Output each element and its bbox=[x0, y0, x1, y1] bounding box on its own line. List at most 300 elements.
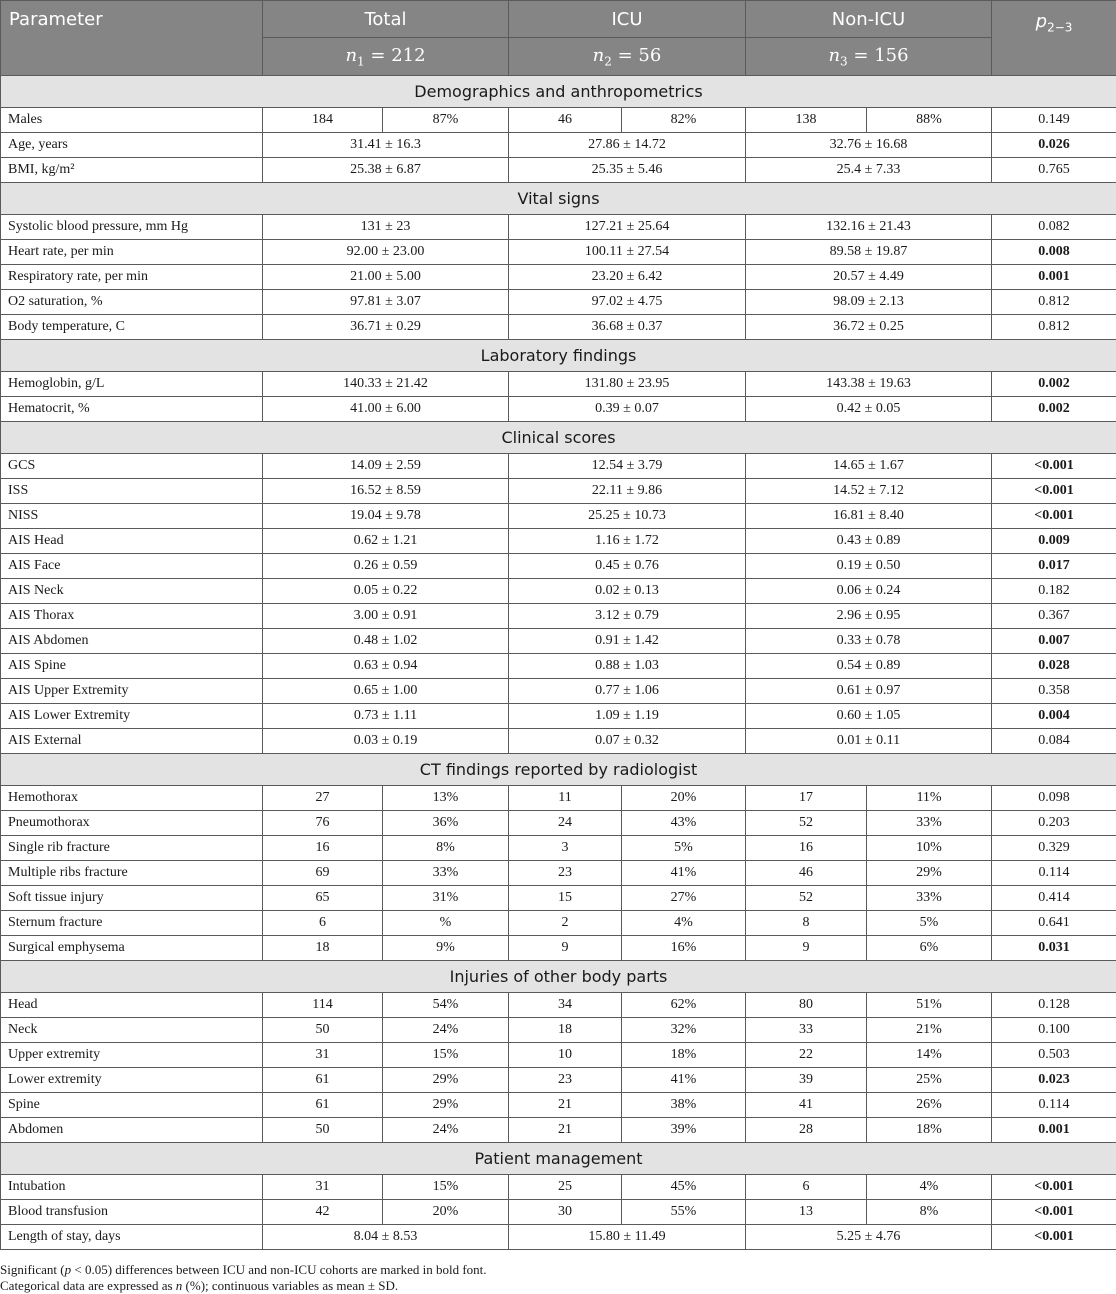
p-value-cell: <0.001 bbox=[992, 454, 1116, 479]
data-cell: 38% bbox=[622, 1093, 746, 1118]
data-cell: 28 bbox=[746, 1118, 867, 1143]
row-label: Length of stay, days bbox=[1, 1225, 263, 1250]
data-cell: 0.43 ± 0.89 bbox=[746, 529, 992, 554]
data-cell: 2 bbox=[509, 911, 622, 936]
data-cell: 92.00 ± 23.00 bbox=[263, 240, 509, 265]
table-row bbox=[1, 579, 1116, 604]
data-cell: 51% bbox=[867, 993, 992, 1018]
data-cell: 27 bbox=[263, 786, 383, 811]
p-value-cell: <0.001 bbox=[992, 504, 1116, 529]
data-cell: 6 bbox=[746, 1175, 867, 1200]
section-header bbox=[1, 754, 1116, 786]
data-cell: 61 bbox=[263, 1093, 383, 1118]
data-cell: 65 bbox=[263, 886, 383, 911]
data-cell: 80 bbox=[746, 993, 867, 1018]
row-label: Intubation bbox=[1, 1175, 263, 1200]
data-cell: 14.65 ± 1.67 bbox=[746, 454, 992, 479]
data-cell: 9 bbox=[746, 936, 867, 961]
row-label: AIS Face bbox=[1, 554, 263, 579]
table-row bbox=[1, 1118, 1116, 1143]
data-cell: 16% bbox=[622, 936, 746, 961]
data-cell: 0.62 ± 1.21 bbox=[263, 529, 509, 554]
row-label: Respiratory rate, per min bbox=[1, 265, 263, 290]
table-row bbox=[1, 133, 1116, 158]
data-cell: 131 ± 23 bbox=[263, 215, 509, 240]
data-cell: 27% bbox=[622, 886, 746, 911]
data-cell: 13 bbox=[746, 1200, 867, 1225]
row-label: AIS Thorax bbox=[1, 604, 263, 629]
data-cell: 52 bbox=[746, 811, 867, 836]
data-cell: 0.07 ± 0.32 bbox=[509, 729, 746, 754]
data-cell: 184 bbox=[263, 108, 383, 133]
data-cell: 18% bbox=[867, 1118, 992, 1143]
table-row bbox=[1, 886, 1116, 911]
p-value-cell: 0.641 bbox=[992, 911, 1116, 936]
data-cell: 0.26 ± 0.59 bbox=[263, 554, 509, 579]
data-cell: 25.35 ± 5.46 bbox=[509, 158, 746, 183]
header-n3: $n_3 = 156$ bbox=[746, 38, 992, 76]
section-header bbox=[1, 340, 1116, 372]
data-cell: 127.21 ± 25.64 bbox=[509, 215, 746, 240]
row-label: Soft tissue injury bbox=[1, 886, 263, 911]
data-cell: 18 bbox=[509, 1018, 622, 1043]
table-row bbox=[1, 315, 1116, 340]
section-title: Injuries of other body parts bbox=[1, 961, 1116, 993]
data-cell: 0.05 ± 0.22 bbox=[263, 579, 509, 604]
p-value-cell: 0.182 bbox=[992, 579, 1116, 604]
data-cell: 0.60 ± 1.05 bbox=[746, 704, 992, 729]
data-cell: 50 bbox=[263, 1118, 383, 1143]
row-label: Spine bbox=[1, 1093, 263, 1118]
data-cell: 23.20 ± 6.42 bbox=[509, 265, 746, 290]
p-value-cell: 0.098 bbox=[992, 786, 1116, 811]
table-row bbox=[1, 654, 1116, 679]
p-value-cell: 0.812 bbox=[992, 290, 1116, 315]
table-row bbox=[1, 993, 1116, 1018]
p-value-cell: 0.329 bbox=[992, 836, 1116, 861]
row-label: AIS Head bbox=[1, 529, 263, 554]
data-cell: 0.65 ± 1.00 bbox=[263, 679, 509, 704]
row-label: Multiple ribs fracture bbox=[1, 861, 263, 886]
data-cell: 114 bbox=[263, 993, 383, 1018]
data-cell: 0.91 ± 1.42 bbox=[509, 629, 746, 654]
data-cell: 2.96 ± 0.95 bbox=[746, 604, 992, 629]
data-cell: 87% bbox=[383, 108, 509, 133]
data-cell: 0.73 ± 1.11 bbox=[263, 704, 509, 729]
data-cell: 46 bbox=[746, 861, 867, 886]
data-cell: 22.11 ± 9.86 bbox=[509, 479, 746, 504]
row-label: AIS Lower Extremity bbox=[1, 704, 263, 729]
header-n1: $n_1 = 212$ bbox=[263, 38, 509, 76]
p-value-cell: <0.001 bbox=[992, 1200, 1116, 1225]
data-cell: 0.02 ± 0.13 bbox=[509, 579, 746, 604]
data-cell: 16 bbox=[263, 836, 383, 861]
table-row bbox=[1, 397, 1116, 422]
p-value-cell: 0.084 bbox=[992, 729, 1116, 754]
data-cell: 10 bbox=[509, 1043, 622, 1068]
data-cell: 140.33 ± 21.42 bbox=[263, 372, 509, 397]
data-cell: 1.09 ± 1.19 bbox=[509, 704, 746, 729]
data-cell: 29% bbox=[383, 1093, 509, 1118]
data-cell: 12.54 ± 3.79 bbox=[509, 454, 746, 479]
data-cell: 143.38 ± 19.63 bbox=[746, 372, 992, 397]
p-value-cell: 0.002 bbox=[992, 372, 1116, 397]
table-row bbox=[1, 786, 1116, 811]
data-cell: 31 bbox=[263, 1175, 383, 1200]
data-cell: 33 bbox=[746, 1018, 867, 1043]
p-value-cell: 0.001 bbox=[992, 265, 1116, 290]
p-value-cell: 0.812 bbox=[992, 315, 1116, 340]
data-cell: 39 bbox=[746, 1068, 867, 1093]
data-cell: 62% bbox=[622, 993, 746, 1018]
table-row bbox=[1, 454, 1116, 479]
data-cell: 33% bbox=[383, 861, 509, 886]
data-cell: 33% bbox=[867, 811, 992, 836]
p-value-cell: 0.765 bbox=[992, 158, 1116, 183]
section-header bbox=[1, 76, 1116, 108]
data-cell: 4% bbox=[622, 911, 746, 936]
data-cell: 20.57 ± 4.49 bbox=[746, 265, 992, 290]
data-cell: 18% bbox=[622, 1043, 746, 1068]
table-row bbox=[1, 704, 1116, 729]
p-value-cell: 0.082 bbox=[992, 215, 1116, 240]
table-row bbox=[1, 215, 1116, 240]
p-value-cell: 0.028 bbox=[992, 654, 1116, 679]
table-row bbox=[1, 1175, 1116, 1200]
data-cell: 20% bbox=[383, 1200, 509, 1225]
data-cell: 0.01 ± 0.11 bbox=[746, 729, 992, 754]
data-cell: 31% bbox=[383, 886, 509, 911]
p-value-cell: 0.128 bbox=[992, 993, 1116, 1018]
p-value-cell: 0.017 bbox=[992, 554, 1116, 579]
section-header bbox=[1, 422, 1116, 454]
data-cell: 25.38 ± 6.87 bbox=[263, 158, 509, 183]
row-label: AIS Neck bbox=[1, 579, 263, 604]
data-cell: 8% bbox=[867, 1200, 992, 1225]
row-label: AIS Spine bbox=[1, 654, 263, 679]
row-label: Lower extremity bbox=[1, 1068, 263, 1093]
data-cell: 15% bbox=[383, 1043, 509, 1068]
data-cell: 100.11 ± 27.54 bbox=[509, 240, 746, 265]
data-cell: 50 bbox=[263, 1018, 383, 1043]
data-cell: 32% bbox=[622, 1018, 746, 1043]
row-label: AIS Abdomen bbox=[1, 629, 263, 654]
data-cell: 0.77 ± 1.06 bbox=[509, 679, 746, 704]
data-cell: 15.80 ± 11.49 bbox=[509, 1225, 746, 1250]
row-label: Body temperature, C bbox=[1, 315, 263, 340]
data-cell: 36.71 ± 0.29 bbox=[263, 315, 509, 340]
footnotes bbox=[0, 1262, 487, 1294]
data-cell: 5% bbox=[867, 911, 992, 936]
data-cell: 3 bbox=[509, 836, 622, 861]
data-cell: 46 bbox=[509, 108, 622, 133]
data-cell: 25.25 ± 10.73 bbox=[509, 504, 746, 529]
p-value-cell: 0.114 bbox=[992, 1093, 1116, 1118]
p-value-cell: 0.031 bbox=[992, 936, 1116, 961]
table-row bbox=[1, 554, 1116, 579]
data-cell: 131.80 ± 23.95 bbox=[509, 372, 746, 397]
row-label: NISS bbox=[1, 504, 263, 529]
data-cell: 18 bbox=[263, 936, 383, 961]
data-cell: 97.02 ± 4.75 bbox=[509, 290, 746, 315]
p-value-cell: 0.358 bbox=[992, 679, 1116, 704]
data-cell: 0.33 ± 0.78 bbox=[746, 629, 992, 654]
header-n2: $n_2 = 56$ bbox=[509, 38, 746, 76]
section-title: CT findings reported by radiologist bbox=[1, 754, 1116, 786]
row-label: BMI, kg/m² bbox=[1, 158, 263, 183]
data-cell: 41.00 ± 6.00 bbox=[263, 397, 509, 422]
row-label: Males bbox=[1, 108, 263, 133]
p-value-cell: 0.114 bbox=[992, 861, 1116, 886]
data-cell: 8.04 ± 8.53 bbox=[263, 1225, 509, 1250]
data-cell: 45% bbox=[622, 1175, 746, 1200]
data-cell: 16 bbox=[746, 836, 867, 861]
table-row bbox=[1, 1018, 1116, 1043]
section-title: Clinical scores bbox=[1, 422, 1116, 454]
row-label: Pneumothorax bbox=[1, 811, 263, 836]
data-cell: 69 bbox=[263, 861, 383, 886]
row-label: Neck bbox=[1, 1018, 263, 1043]
row-label: Systolic blood pressure, mm Hg bbox=[1, 215, 263, 240]
row-label: Hemothorax bbox=[1, 786, 263, 811]
data-cell: 20% bbox=[622, 786, 746, 811]
table-row bbox=[1, 1043, 1116, 1068]
data-cell: 21 bbox=[509, 1118, 622, 1143]
data-cell: 0.42 ± 0.05 bbox=[746, 397, 992, 422]
data-cell: 0.61 ± 0.97 bbox=[746, 679, 992, 704]
data-cell: 26% bbox=[867, 1093, 992, 1118]
data-cell: 97.81 ± 3.07 bbox=[263, 290, 509, 315]
row-label: Hemoglobin, g/L bbox=[1, 372, 263, 397]
p-value-cell: <0.001 bbox=[992, 479, 1116, 504]
table-row bbox=[1, 629, 1116, 654]
table-row bbox=[1, 240, 1116, 265]
data-cell: 41% bbox=[622, 861, 746, 886]
data-cell: 88% bbox=[867, 108, 992, 133]
section-header bbox=[1, 1143, 1116, 1175]
data-cell: 14.09 ± 2.59 bbox=[263, 454, 509, 479]
data-cell: 15 bbox=[509, 886, 622, 911]
data-cell: 42 bbox=[263, 1200, 383, 1225]
data-cell: 76 bbox=[263, 811, 383, 836]
row-label: AIS External bbox=[1, 729, 263, 754]
data-cell: 14% bbox=[867, 1043, 992, 1068]
data-cell: 25.4 ± 7.33 bbox=[746, 158, 992, 183]
data-cell: 82% bbox=[622, 108, 746, 133]
data-cell: 0.48 ± 1.02 bbox=[263, 629, 509, 654]
data-cell: 4% bbox=[867, 1175, 992, 1200]
p-value-cell: 0.004 bbox=[992, 704, 1116, 729]
data-cell: 34 bbox=[509, 993, 622, 1018]
header-non-icu: Non-ICU bbox=[746, 1, 992, 38]
data-cell: 29% bbox=[383, 1068, 509, 1093]
p-value-cell: 0.203 bbox=[992, 811, 1116, 836]
table-row bbox=[1, 1068, 1116, 1093]
data-cell: 14.52 ± 7.12 bbox=[746, 479, 992, 504]
row-label: Single rib fracture bbox=[1, 836, 263, 861]
data-cell: 24% bbox=[383, 1118, 509, 1143]
data-cell: 1.16 ± 1.72 bbox=[509, 529, 746, 554]
row-label: Hematocrit, % bbox=[1, 397, 263, 422]
data-cell: 54% bbox=[383, 993, 509, 1018]
data-cell: 138 bbox=[746, 108, 867, 133]
table-row bbox=[1, 604, 1116, 629]
footnote-data-format: Categorical data are expressed as n (%); continuous variables as mean ± SD. bbox=[0, 1278, 487, 1294]
table-header bbox=[1, 1, 1116, 76]
data-cell: 36.72 ± 0.25 bbox=[746, 315, 992, 340]
data-cell: 9% bbox=[383, 936, 509, 961]
row-label: Head bbox=[1, 993, 263, 1018]
data-cell: 24 bbox=[509, 811, 622, 836]
p-value-cell: 0.100 bbox=[992, 1018, 1116, 1043]
table-row bbox=[1, 861, 1116, 886]
section-title: Vital signs bbox=[1, 183, 1116, 215]
section-title: Patient management bbox=[1, 1143, 1116, 1175]
table-row bbox=[1, 108, 1116, 133]
table-row bbox=[1, 290, 1116, 315]
data-cell: 33% bbox=[867, 886, 992, 911]
row-label: Upper extremity bbox=[1, 1043, 263, 1068]
data-cell: 25% bbox=[867, 1068, 992, 1093]
data-cell: 30 bbox=[509, 1200, 622, 1225]
data-cell: 0.88 ± 1.03 bbox=[509, 654, 746, 679]
row-label: Abdomen bbox=[1, 1118, 263, 1143]
table-row bbox=[1, 1225, 1116, 1250]
table-row bbox=[1, 836, 1116, 861]
table-row bbox=[1, 729, 1116, 754]
data-cell: 6% bbox=[867, 936, 992, 961]
p-value-cell: 0.149 bbox=[992, 108, 1116, 133]
row-label: Blood transfusion bbox=[1, 1200, 263, 1225]
data-cell: 21 bbox=[509, 1093, 622, 1118]
table-row bbox=[1, 1200, 1116, 1225]
data-cell: 31 bbox=[263, 1043, 383, 1068]
data-cell: 6 bbox=[263, 911, 383, 936]
data-cell: 31.41 ± 16.3 bbox=[263, 133, 509, 158]
row-label: O2 saturation, % bbox=[1, 290, 263, 315]
table-row bbox=[1, 679, 1116, 704]
header-icu: ICU bbox=[509, 1, 746, 38]
data-cell: 41% bbox=[622, 1068, 746, 1093]
p-value-cell: 0.008 bbox=[992, 240, 1116, 265]
data-cell: 8 bbox=[746, 911, 867, 936]
data-cell: 0.03 ± 0.19 bbox=[263, 729, 509, 754]
row-label: GCS bbox=[1, 454, 263, 479]
data-cell: 25 bbox=[509, 1175, 622, 1200]
table-row bbox=[1, 158, 1116, 183]
p-value-cell: 0.002 bbox=[992, 397, 1116, 422]
data-cell: 98.09 ± 2.13 bbox=[746, 290, 992, 315]
data-cell: 89.58 ± 19.87 bbox=[746, 240, 992, 265]
data-cell: 21% bbox=[867, 1018, 992, 1043]
section-header bbox=[1, 961, 1116, 993]
header-p-value: $p_{2-3}$ bbox=[992, 1, 1116, 76]
data-cell: 39% bbox=[622, 1118, 746, 1143]
header-total: Total bbox=[263, 1, 509, 38]
data-cell: 36% bbox=[383, 811, 509, 836]
table-row bbox=[1, 936, 1116, 961]
data-cell: 9 bbox=[509, 936, 622, 961]
data-cell: 132.16 ± 21.43 bbox=[746, 215, 992, 240]
data-cell: 32.76 ± 16.68 bbox=[746, 133, 992, 158]
table-row bbox=[1, 529, 1116, 554]
data-cell: 0.39 ± 0.07 bbox=[509, 397, 746, 422]
section-title: Laboratory findings bbox=[1, 340, 1116, 372]
data-cell: 0.63 ± 0.94 bbox=[263, 654, 509, 679]
data-cell: 3.00 ± 0.91 bbox=[263, 604, 509, 629]
footnote-significance: Significant (p < 0.05) differences between ICU and non-ICU cohorts are marked in bold font. bbox=[0, 1262, 487, 1278]
data-cell: 23 bbox=[509, 861, 622, 886]
data-cell: % bbox=[383, 911, 509, 936]
data-cell: 24% bbox=[383, 1018, 509, 1043]
table-row bbox=[1, 504, 1116, 529]
row-label: ISS bbox=[1, 479, 263, 504]
data-cell: 0.06 ± 0.24 bbox=[746, 579, 992, 604]
data-cell: 52 bbox=[746, 886, 867, 911]
header-parameter: Parameter bbox=[1, 1, 263, 76]
data-cell: 27.86 ± 14.72 bbox=[509, 133, 746, 158]
data-cell: 5% bbox=[622, 836, 746, 861]
p-value-cell: 0.023 bbox=[992, 1068, 1116, 1093]
data-cell: 23 bbox=[509, 1068, 622, 1093]
data-cell: 10% bbox=[867, 836, 992, 861]
data-cell: 17 bbox=[746, 786, 867, 811]
p-value-cell: <0.001 bbox=[992, 1175, 1116, 1200]
section-header bbox=[1, 183, 1116, 215]
row-label: Sternum fracture bbox=[1, 911, 263, 936]
data-cell: 22 bbox=[746, 1043, 867, 1068]
data-cell: 0.45 ± 0.76 bbox=[509, 554, 746, 579]
p-value-cell: 0.414 bbox=[992, 886, 1116, 911]
data-cell: 21.00 ± 5.00 bbox=[263, 265, 509, 290]
table-row bbox=[1, 911, 1116, 936]
p-value-cell: 0.001 bbox=[992, 1118, 1116, 1143]
section-title: Demographics and anthropometrics bbox=[1, 76, 1116, 108]
data-cell: 61 bbox=[263, 1068, 383, 1093]
data-cell: 5.25 ± 4.76 bbox=[746, 1225, 992, 1250]
p-value-cell: <0.001 bbox=[992, 1225, 1116, 1250]
data-cell: 3.12 ± 0.79 bbox=[509, 604, 746, 629]
data-cell: 11 bbox=[509, 786, 622, 811]
table-row bbox=[1, 372, 1116, 397]
data-cell: 16.52 ± 8.59 bbox=[263, 479, 509, 504]
data-cell: 0.54 ± 0.89 bbox=[746, 654, 992, 679]
row-label: Surgical emphysema bbox=[1, 936, 263, 961]
p-value-cell: 0.367 bbox=[992, 604, 1116, 629]
data-cell: 55% bbox=[622, 1200, 746, 1225]
table-row bbox=[1, 1093, 1116, 1118]
data-cell: 0.19 ± 0.50 bbox=[746, 554, 992, 579]
row-label: AIS Upper Extremity bbox=[1, 679, 263, 704]
data-cell: 11% bbox=[867, 786, 992, 811]
data-cell: 41 bbox=[746, 1093, 867, 1118]
table-body bbox=[1, 76, 1116, 1250]
table-row bbox=[1, 811, 1116, 836]
row-label: Age, years bbox=[1, 133, 263, 158]
p-value-cell: 0.503 bbox=[992, 1043, 1116, 1068]
data-cell: 15% bbox=[383, 1175, 509, 1200]
data-cell: 8% bbox=[383, 836, 509, 861]
table-row bbox=[1, 265, 1116, 290]
data-cell: 16.81 ± 8.40 bbox=[746, 504, 992, 529]
table-row bbox=[1, 479, 1116, 504]
data-cell: 43% bbox=[622, 811, 746, 836]
data-cell: 29% bbox=[867, 861, 992, 886]
p-value-cell: 0.009 bbox=[992, 529, 1116, 554]
p-value-cell: 0.007 bbox=[992, 629, 1116, 654]
row-label: Heart rate, per min bbox=[1, 240, 263, 265]
data-cell: 36.68 ± 0.37 bbox=[509, 315, 746, 340]
